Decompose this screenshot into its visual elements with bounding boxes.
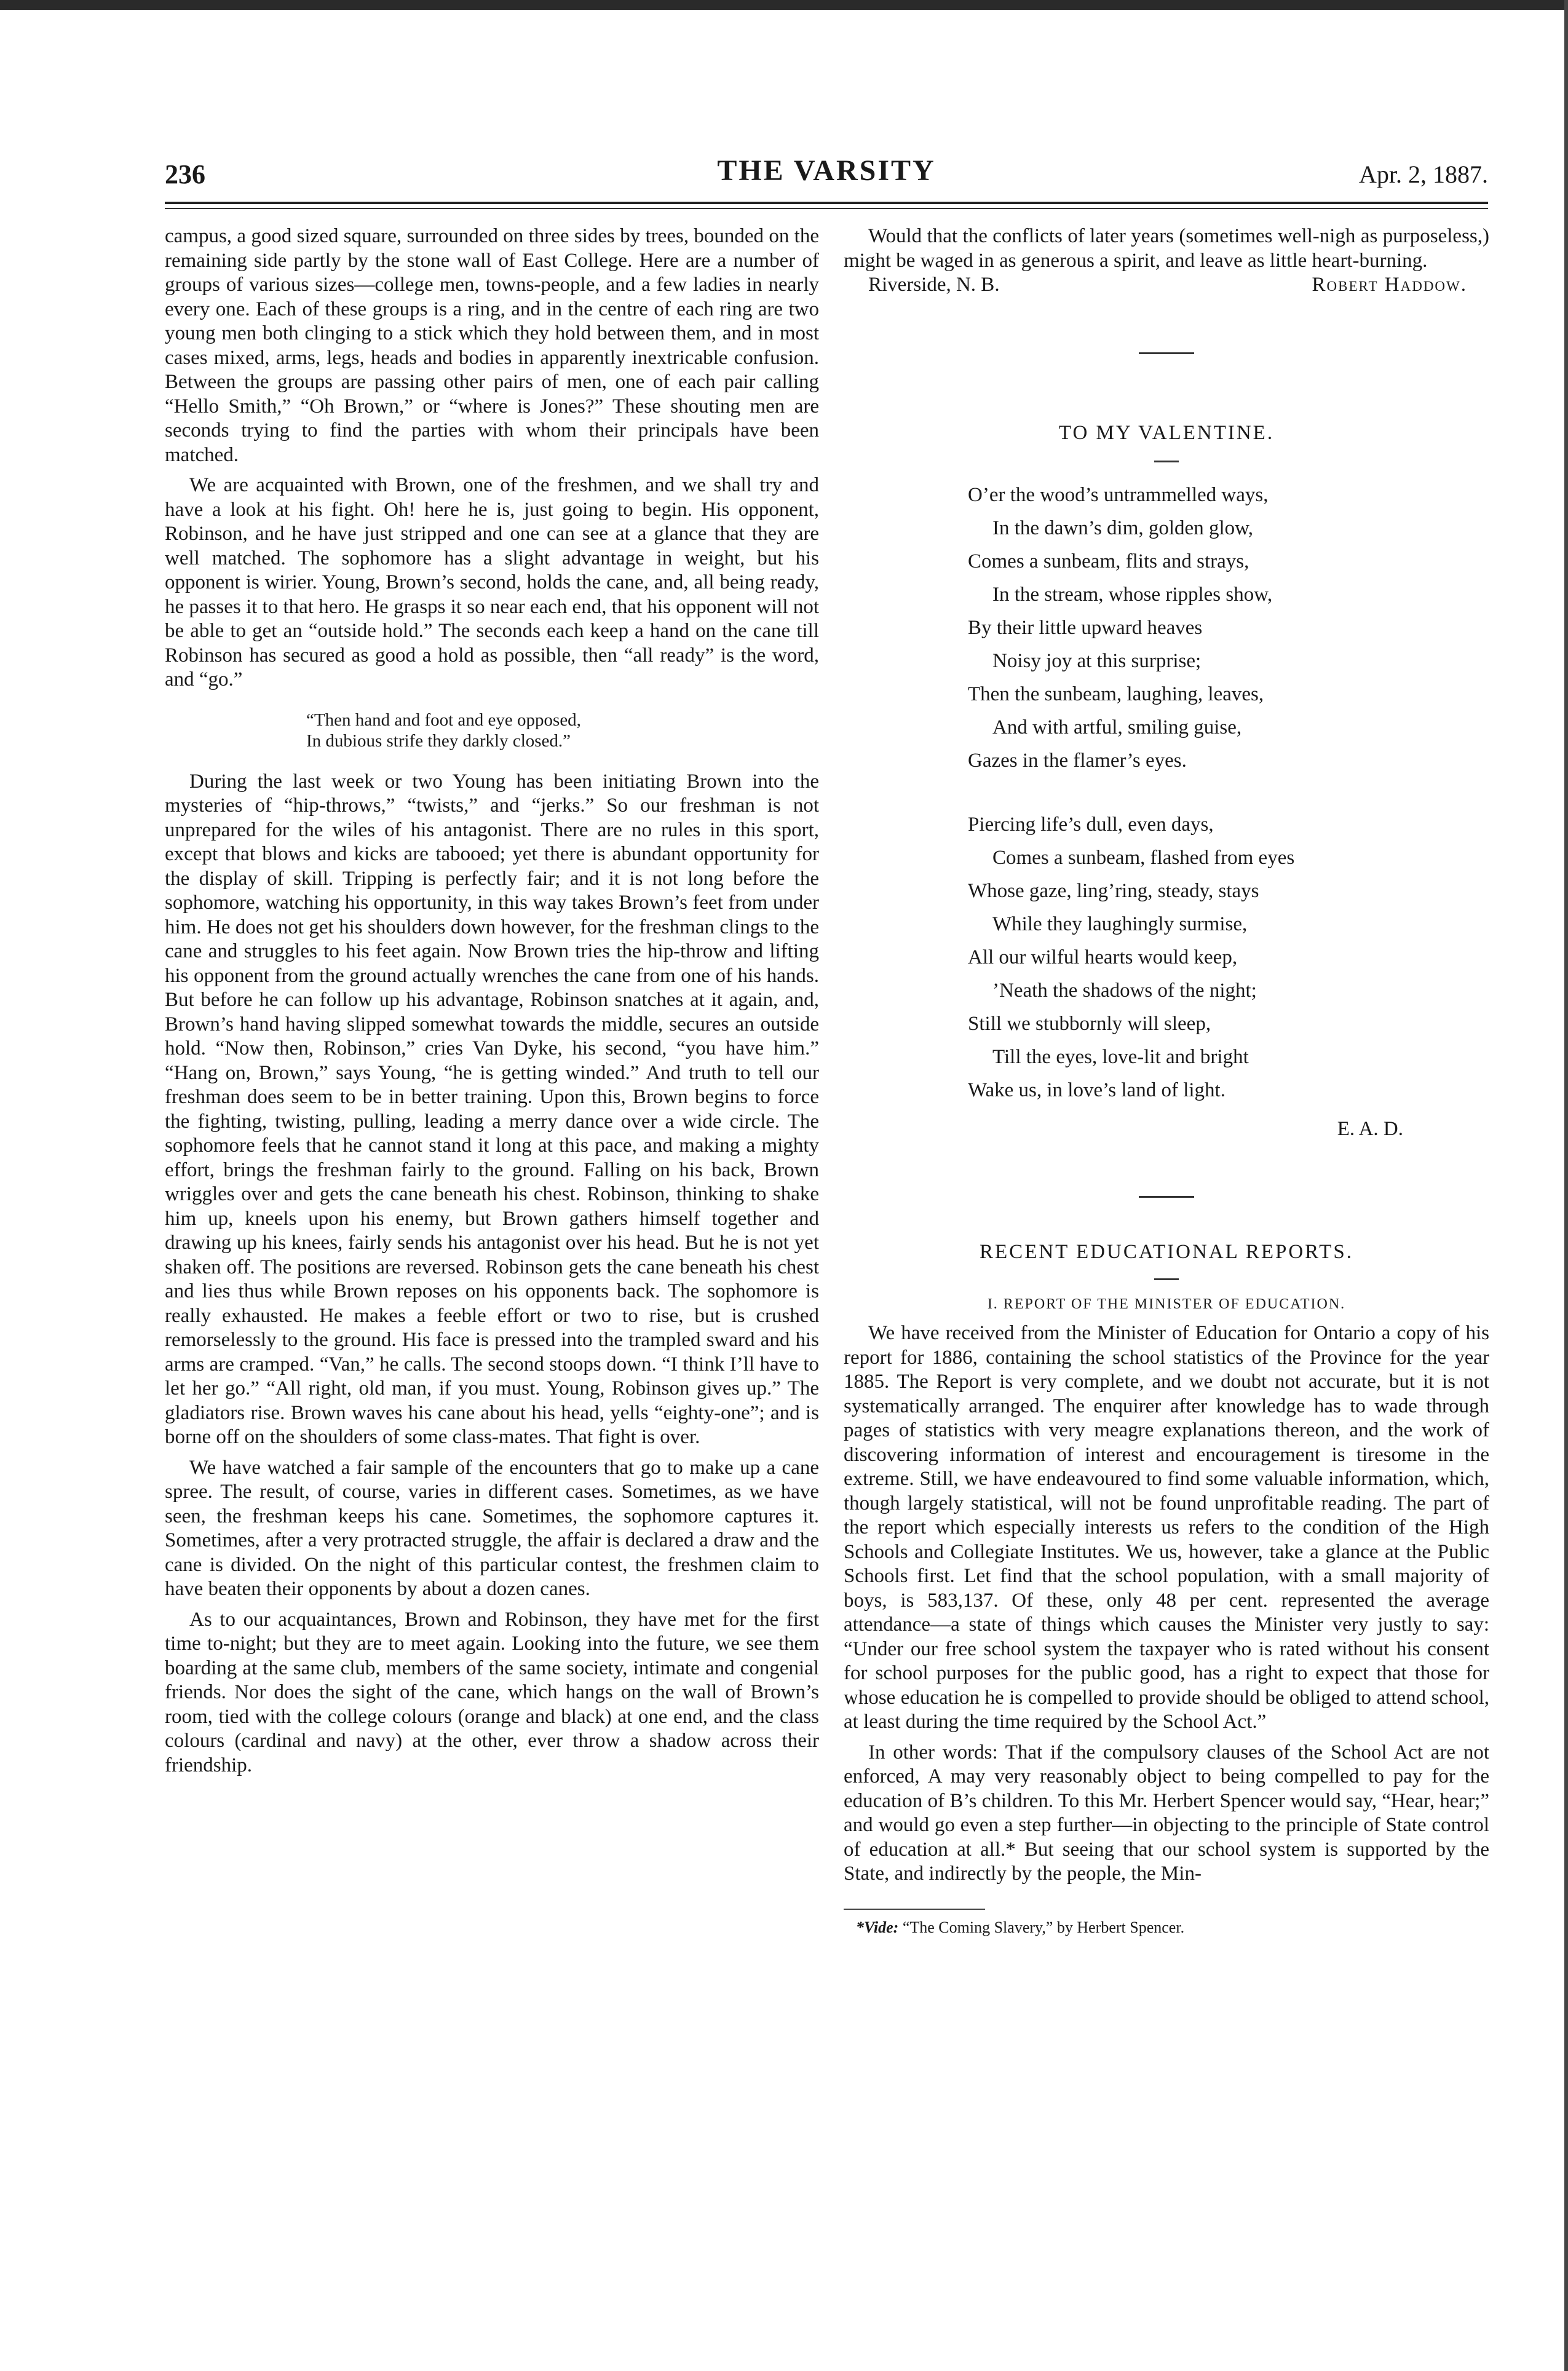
poem-line: Then the sunbeam, laughing, leaves, bbox=[968, 683, 1264, 705]
poem-stanza-1 bbox=[968, 478, 1489, 777]
poem-line: Whose gaze, ling’ring, steady, stays bbox=[968, 880, 1259, 902]
verse-quote bbox=[306, 710, 819, 751]
subsection-title: I. REPORT OF THE MINISTER OF EDUCATION. bbox=[987, 1296, 1346, 1312]
article-paragraph: We have received from the Minister of Education for Ontario a copy of his report for 1886, containing the school statistics of the Province for the year 1885. The Report is very complete, and we doubt not accurate, but it is not systematically arranged. The enquirer after knowledge has to wade through pages of statistics with very meagre explanations thereon, and the work of discovering information of interest and encouragement is tiresome in the extreme. Still, we have endeavoured to find some valuable information, which, though largely statistical, will not be found unprofitable reading. The part of the report which especially interests us refers to the condition of the High Schools and Collegiate Institutes. We us, however, take a glance at the Public Schools first. Let find that the school population, with a small majority of boys, is 583,137. Of these, only 48 per cent. represented the average attendance—a state of things which causes the Minister very justly to say: “Under our free school system the taxpayer who is rated without his consent for school purposes for the public good, has a right to expect that those for whose education he is compelled to provide should be obliged to attend school, at least during the time required by the School Act.” bbox=[844, 1322, 1489, 1733]
page-number: 236 bbox=[165, 159, 205, 189]
signature-name: Robert Haddow. bbox=[1312, 274, 1467, 296]
poem-line: All our wilful hearts would keep, bbox=[968, 946, 1238, 968]
section-title: RECENT EDUCATIONAL REPORTS. bbox=[980, 1241, 1353, 1263]
article-paragraph: campus, a good sized square, surrounded on three sides by trees, bounded on the remaining side partly by the stone wall of East College. Here are a number of groups of various sizes—college men, towns-people, and a few ladies in nearly every one. Each of these groups is a ring, and in the centre of each ring are two young men both clinging to a stick which they hold between them, and in most cases mixed, arms, legs, heads and bodies in apparently inextricable confusion. Between the groups are passing other pairs of men, one of each pair calling “Hello Smith,” “Oh Brown,” or “where is Jones?” These shouting men are seconds trying to find the parties with whom their principals have been matched. bbox=[165, 225, 819, 466]
header-rule-thin bbox=[165, 208, 1488, 209]
signature-line bbox=[844, 273, 1489, 297]
poem-line: Comes a sunbeam, flits and strays, bbox=[968, 550, 1249, 572]
poem-title: TO MY VALENTINE. bbox=[1058, 422, 1275, 444]
right-column bbox=[844, 224, 1489, 1937]
quote-line: “Then hand and foot and eye opposed, bbox=[306, 710, 581, 730]
poem-line: And with artful, smiling guise, bbox=[992, 716, 1242, 738]
article-paragraph: In other words: That if the compulsory clauses of the School Act are not enforced, A may very reasonably object to being compelled to pay for the education of B’s children. To this Mr. Herbert Spencer would say, “Hear, hear;” and would go even a step further—in objecting to the principle of State control of education at all.* But seeing that our school system is supported by the State, and indirectly by the people, the Min- bbox=[844, 1741, 1489, 1885]
journal-title: THE VARSITY bbox=[717, 154, 936, 187]
page-header bbox=[165, 148, 1488, 197]
footnote-rule bbox=[844, 1909, 985, 1910]
poem-line: In the dawn’s dim, golden glow, bbox=[992, 517, 1254, 539]
article-paragraph: Would that the conflicts of later years (sometimes well-nigh as purposeless,) might be waged in as generous a spirit, and leave as little heart-burning. bbox=[844, 225, 1489, 272]
poem-line: Comes a sunbeam, flashed from eyes bbox=[992, 847, 1295, 869]
poem-line: Piercing life’s dull, even days, bbox=[968, 813, 1214, 836]
signature-place: Riverside, N. B. bbox=[868, 274, 1000, 296]
page-top-edge bbox=[0, 0, 1568, 10]
poem-line: Gazes in the flamer’s eyes. bbox=[968, 750, 1187, 772]
page-right-edge bbox=[1564, 0, 1568, 2371]
poem-line: Still we stubbornly will sleep, bbox=[968, 1013, 1211, 1035]
poem-line: O’er the wood’s untrammelled ways, bbox=[968, 484, 1269, 506]
poem-line: ’Neath the shadows of the night; bbox=[992, 980, 1257, 1002]
poem-line: While they laughingly surmise, bbox=[992, 913, 1248, 935]
poem-initials: E. A. D. bbox=[1337, 1118, 1403, 1140]
footnote-marker: *Vide: bbox=[856, 1918, 899, 1936]
left-column bbox=[165, 224, 819, 1778]
header-rule bbox=[165, 202, 1488, 204]
poem-line: By their little upward heaves bbox=[968, 617, 1203, 639]
poem-line: Till the eyes, love-lit and bright bbox=[992, 1046, 1249, 1068]
footnote bbox=[856, 1918, 1489, 1937]
quote-line: In dubious strife they darkly closed.” bbox=[306, 730, 571, 751]
poem-line: In the stream, whose ripples show, bbox=[992, 584, 1273, 606]
article-paragraph: As to our acquaintances, Brown and Robinson, they have met for the first time to-night; but they are to meet again. Looking into the future, we see them boarding at the same club, members of the same society, intimate and congenial friends. Nor does the sight of the cane, which hangs on the wall of Brown’s room, tied with the college colours (orange and black) at one end, and the class colours (cardinal and navy) at the other, ever throw a shadow across their friendship. bbox=[165, 1608, 819, 1776]
poem-line: Noisy joy at this surprise; bbox=[992, 650, 1202, 672]
footnote-text: “The Coming Slavery,” by Herbert Spencer. bbox=[902, 1918, 1185, 1936]
article-paragraph: During the last week or two Young has been initiating Brown into the mysteries of “hip-throws,” “twists,” and “jerks.” So our freshman is not unprepared for the wiles of his antagonist. There are no rules in this sport, except that blows and kicks are tabooed; yet there is abundant opportunity for the display of skill. Tripping is perfectly fair; and it is not long before the sophomore, watching his opportunity, in this way takes Brown’s feet from under him. He does not get his shoulders down however, for the freshman clings to the cane and struggles to his feet again. Now Brown tries the hip-throw and lifting his opponent from the ground actually wrenches the cane from one of his hands. But before he can follow up his advantage, Robinson snatches at it again, and, Brown’s hand having slipped somewhat towards the middle, secures an outside hold. “Now then, Robinson,” cries Van Dyke, his second, “you have him.” “Hang on, Brown,” says Young, “he is getting winded.” And truth to tell our freshman does seem to be in better training. Upon this, Brown begins to force the fighting, twisting, pulling, leading a merry dance over a wide circle. The sophomore feels that he cannot stand it long at this pace, and making a mighty effort, brings the freshman fairly to the ground. Falling on his back, Brown wriggles over and gets the cane beneath his chest. Robinson, thinking to shake him up, kneels upon his enemy, but Brown gathers himself together and drawing up his knees, fairly sends his antagonist over his head. But he is not yet shaken off. The positions are reversed. Robinson gets the cane beneath his chest and lies thus while Brown reposes on his opponents back. The sophomore is really exhausted. He makes a feeble effort or two to rise, but is crushed remorselessly to the ground. His face is pressed into the trampled sward and his arms are cramped. “Van,” he calls. The second stoops down. “I think I’ll have to let her go.” “All right, old man, if you must. Young, Robinson gives up.” The gladiators rise. Brown waves his cane about his head, yells “eighty-one”; and is borne off on the shoulders of some class-mates. That fight is over. bbox=[165, 770, 819, 1448]
article-paragraph: We have watched a fair sample of the encounters that go to make up a cane spree. The result, of course, varies in different cases. Sometimes, as we have seen, the freshman keeps his cane. Sometimes, the sophomore captures it. Sometimes, after a very protracted struggle, the affair is declared a draw and the cane is divided. On the night of this particular contest, the freshmen claim to have beaten their opponents by about a dozen canes. bbox=[165, 1456, 819, 1600]
poem-line: Wake us, in love’s land of light. bbox=[968, 1079, 1225, 1101]
issue-date: Apr. 2, 1887. bbox=[1359, 160, 1488, 188]
article-paragraph: We are acquainted with Brown, one of the freshmen, and we shall try and have a look at his fight. Oh! here he is, just going to begin. His opponent, Robinson, and he have just stripped and one can see at a glance that they are well matched. The sophomore has a slight advantage in weight, but his opponent is wirier. Young, Brown’s second, holds the cane, and, all being ready, he passes it to that hero. He grasps it so near each end, that his opponent will not be able to get an “outside hold.” The seconds each keep a hand on the cane till Robinson has secured as good a hold as possible, then “all ready” is the word, and “go.” bbox=[165, 474, 820, 691]
poem-stanza-2 bbox=[968, 808, 1489, 1107]
